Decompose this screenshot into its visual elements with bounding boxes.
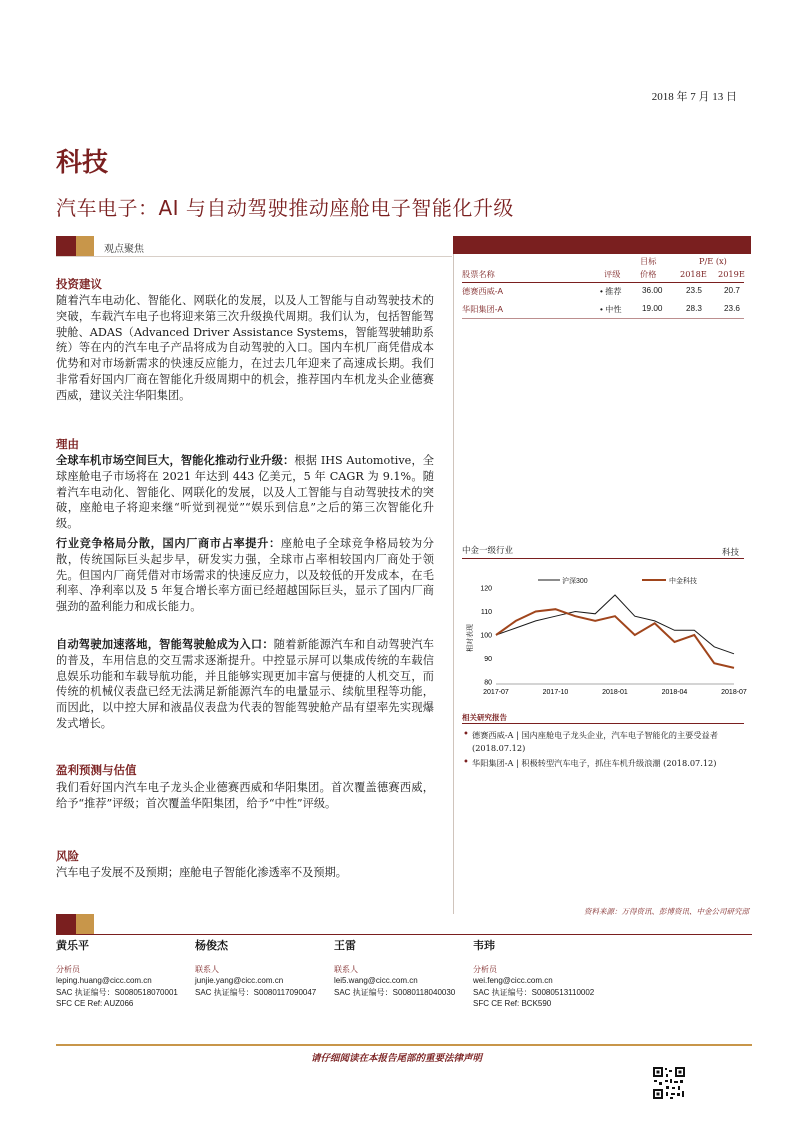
analyst-email[interactable]: leping.huang@cicc.com.cn <box>56 976 152 985</box>
legend-label-tech: 中金科技 <box>669 578 697 585</box>
analyst-sfc: SFC CE Ref: AUZ066 <box>56 999 134 1008</box>
analyst-block-dark <box>56 914 76 934</box>
analyst-name: 王雷 <box>334 939 356 952</box>
table-row <box>462 304 744 316</box>
analyst-sac: SAC 执证编号：S0080513110002 <box>473 987 595 997</box>
analyst-email[interactable]: junjie.yang@cicc.com.cn <box>195 976 284 985</box>
analyst-sac: SAC 执证编号：S0080518070001 <box>56 987 178 997</box>
analyst-email[interactable]: lei5.wang@cicc.com.cn <box>334 976 418 985</box>
y-tick-label: 110 <box>480 609 492 616</box>
header-rating: 评级 <box>604 269 621 279</box>
series-line-hs300 <box>496 595 734 654</box>
forecast-text: 我们看好国内汽车电子龙头企业德赛西威和华阳集团。首次覆盖德赛西威，给予“推荐”评级；首次覆盖华阳集团，给予“中性”评级。 <box>56 781 434 810</box>
header-2018: 2018E <box>680 269 707 279</box>
reason-3-lead: 自动驾驶加速落地，智能驾驶舱成为入口： <box>56 637 274 651</box>
stock-pe2018: 28.3 <box>686 304 702 313</box>
risk-heading: 风险 <box>56 849 79 863</box>
reason-2-body: 座舱电子全球竞争格局较为分散，传统国际巨头起步早，研发实力强，全球市占率相较国内厂商处于领先。但国内厂商凭借对市场需求的快速反应力，以及较低的开发成本，在毛利率、净利率以及 5 年复合增长率方面已经超越国际巨头，显示了国内厂商强劲的盈利能力和成长能力。 <box>56 537 434 614</box>
reason-paragraph-3 <box>56 637 434 732</box>
analyst-role: 联系人 <box>334 964 358 974</box>
chart-title: 中金一级行业 <box>462 546 514 556</box>
panel-header-bar <box>453 236 751 254</box>
report-title: 汽车电子：AI 与自动驾驶推动座舱电子智能化升级 <box>56 196 514 220</box>
header-2019: 2019E <box>718 269 745 279</box>
analyst-block-gold <box>76 914 94 934</box>
legal-disclaimer[interactable]: 请仔细阅读在本报告尾部的重要法律声明 <box>310 1053 482 1064</box>
analyst-sac: SAC 执证编号：S0080118040030 <box>334 987 456 997</box>
stock-pe2018: 23.5 <box>686 286 702 295</box>
qr-code-icon <box>652 1066 686 1100</box>
analyst-role: 联系人 <box>195 964 219 974</box>
stock-pe2019: 23.6 <box>724 304 740 313</box>
sector-title: 科技 <box>56 148 109 178</box>
analyst-email[interactable]: wei.feng@cicc.com.cn <box>473 976 553 985</box>
reason-1-body: 根据 IHS Automotive，全球座舱电子市场将在 2021 年达到 443 亿美元，5 年 CAGR 为 9.1%。随着汽车电动化、智能化、网联化的发展，以及人工智能与自动驾驶技术的突破，座舱电子将迎来继“听觉到视觉”“娱乐到信息”之后的第三次智能化升级。 <box>56 454 434 531</box>
analyst-role: 分析员 <box>56 964 80 974</box>
table-row <box>462 286 744 298</box>
y-tick-label: 80 <box>484 679 492 687</box>
bullet-icon: • <box>463 757 469 768</box>
report-date: 2018 年 7 月 13 日 <box>651 91 737 103</box>
table-rule <box>462 282 744 283</box>
stock-rating: • 中性 <box>600 305 622 314</box>
stock-name: 德赛西威-A <box>462 287 503 296</box>
analyst-sfc: SFC CE Ref: BCK590 <box>473 999 552 1008</box>
analyst-role: 分析员 <box>473 964 497 974</box>
x-tick-label: 2017-07 <box>483 689 509 696</box>
analyst-card <box>473 940 633 1010</box>
analyst-card <box>334 940 494 998</box>
analyst-card <box>195 940 355 998</box>
related-report-item[interactable]: 华阳集团-A | 积极转型汽车电子，抓住车机升级浪潮 (2018.07.12) <box>472 758 717 768</box>
table-header-row-2 <box>462 269 744 281</box>
y-tick-label: 120 <box>480 585 492 593</box>
series-line-tech <box>496 609 734 668</box>
footer-rule <box>56 1044 752 1046</box>
reason-paragraph-2 <box>56 536 434 615</box>
header-block-dark <box>56 236 76 256</box>
analyst-rule <box>56 934 752 935</box>
header-pe: P/E (x) <box>699 256 727 266</box>
related-heading: 相关研究报告 <box>462 713 507 722</box>
analyst-name: 韦玮 <box>473 939 495 952</box>
bullet-icon: • <box>463 729 469 740</box>
stock-price: 19.00 <box>642 304 663 313</box>
y-tick-label: 100 <box>480 632 492 640</box>
performance-chart <box>462 566 747 706</box>
reason-2-lead: 行业竞争格局分散，国内厂商市占率提升： <box>56 536 281 550</box>
x-tick-label: 2017-10 <box>542 689 569 696</box>
x-tick-label: 2018-07 <box>721 689 747 696</box>
analyst-sac: SAC 执证编号：S0080117090047 <box>195 987 317 997</box>
invest-text: 随着汽车电动化、智能化、网联化的发展，以及人工智能与自动驾驶技术的突破，车载汽车电子也将迎来第三次升级换代周期。我们认为，包括智能驾驶舱、ADAS（Advanced Driver Assistance Systems，智能驾驶辅助系统）等在内的汽车电子产品将成为自动驾驶的入口。国内车机厂商凭借成本优势和对市场新需求的快速反应能力，在过去几年迎来了高速成长期。我们非常看好国内厂商在智能化升级周期中的机会，推荐国内车机龙头企业德赛西威，建议关注华阳集团。 <box>56 294 434 402</box>
header-stock: 股票名称 <box>462 269 495 279</box>
related-rule <box>462 723 744 724</box>
analyst-card <box>56 940 216 1010</box>
y-tick-label: 90 <box>484 656 492 663</box>
legend-label-hs300: 沪深300 <box>562 578 588 585</box>
chart-ylabel: 相对表现 <box>467 624 474 652</box>
table-rule <box>462 318 744 319</box>
stock-price: 36.00 <box>642 286 663 295</box>
panel-divider <box>453 254 454 914</box>
header-target: 目标 <box>640 256 657 266</box>
forecast-heading: 盈利预测与估值 <box>56 763 137 777</box>
reason-3-body: 随着新能源汽车和自动驾驶汽车的普及，车用信息的交互需求逐渐提升。中控显示屏可以集成传统的车载信息娱乐功能和车载导航功能，并且能够实现更加丰富与便捷的人机交互，而传统的机械仪表盘已经无法满足新能源汽车的电量显示、续航里程等功能，而因此，以中控大屏和液晶仪表盘为代表的智能驾驶舱产品有望率先实现爆发式增长。 <box>56 638 434 730</box>
reason-1-lead: 全球车机市场空间巨大，智能化推动行业升级： <box>56 453 295 467</box>
analyst-name: 杨俊杰 <box>195 939 228 952</box>
viewpoint-label: 观点聚焦 <box>104 244 144 255</box>
header-price: 价格 <box>640 269 657 279</box>
stock-rating: • 推荐 <box>600 287 622 296</box>
source-note: 资料来源：万得资讯、彭博资讯、中金公司研究部 <box>584 907 749 916</box>
reason-heading: 理由 <box>56 437 79 451</box>
reason-paragraph-1 <box>56 453 434 532</box>
x-tick-label: 2018-01 <box>602 689 628 696</box>
section-divider <box>56 256 452 257</box>
risk-text: 汽车电子发展不及预期；座舱电子智能化渗透率不及预期。 <box>56 866 347 879</box>
invest-heading: 投资建议 <box>56 277 102 291</box>
chart-sector-label: 科技 <box>722 548 740 558</box>
header-block-gold <box>76 236 94 256</box>
table-header-row-1 <box>462 256 744 268</box>
stock-pe2019: 20.7 <box>724 286 740 295</box>
x-tick-label: 2018-04 <box>661 689 688 696</box>
chart-rule <box>462 558 744 559</box>
analyst-name: 黄乐平 <box>56 939 89 952</box>
stock-name: 华阳集团-A <box>462 305 503 314</box>
related-report-item[interactable]: 德赛西威-A | 国内座舱电子龙头企业，汽车电子智能化的主要受益者 (2018.07.12) <box>472 730 718 753</box>
